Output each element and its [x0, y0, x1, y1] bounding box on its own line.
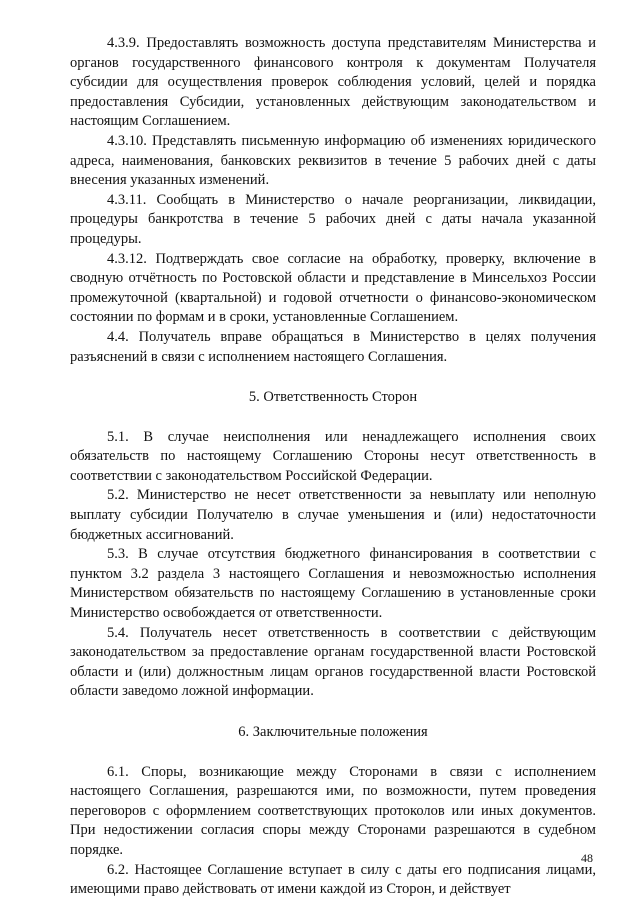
- section-6-heading: 6. Заключительные положения: [238, 724, 428, 740]
- paragraph-4-3-12: 4.3.12. Подтверждать свое согласие на обработку, проверку, включение в сводную отчётность по Ростовской области и представление в Минсельхоз России промежуточной (квартальной) и годовой отчетности о финансово-экономическом состоянии по формам и в сроки, установленные Соглашением.: [70, 250, 596, 326]
- paragraph-6-1: 6.1. Споры, возникающие между Сторонами в связи с исполнением настоящего Соглашения, разрешаются ими, по возможности, путем проведения переговоров с оформлением соответствующих протоколов или иных документов. При недостижении согласия споры между Сторонами разрешаются в судебном порядке.: [70, 763, 596, 858]
- paragraph-5-3: 5.3. В случае отсутствия бюджетного финансирования в соответствии с пунктом 3.2 раздела 3 настоящего Соглашения и невозможностью исполнения Министерством обязательств по настоящему Соглашению в установленные сроки Министерство освобождается от ответственности.: [70, 546, 596, 622]
- paragraph-5-2: 5.2. Министерство не несет ответственности за невыплату или неполную выплату субсидии Получателю в случае уменьшения и (или) недостаточности бюджетных ассигнований.: [70, 487, 596, 543]
- paragraph-4-3-10: 4.3.10. Представлять письменную информацию об изменениях юридического адреса, наименования, банковских реквизитов в течение 5 рабочих дней с даты внесения указанных изменений.: [70, 132, 596, 189]
- paragraph-4-3-11: 4.3.11. Сообщать в Министерство о начале реорганизации, ликвидации, процедуры банкротства в течение 5 рабочих дней с даты начала указанной процедуры.: [70, 191, 596, 247]
- spacer: [70, 408, 596, 428]
- paragraph-5-4: 5.4. Получатель несет ответственность в соответствии с действующим законодательством за предоставление органам государственной власти Ростовской области и (или) должностным лицам органов государственной власти Ростовской области заведомо ложной информации.: [70, 624, 596, 700]
- spacer: [70, 702, 596, 723]
- spacer: [70, 367, 596, 388]
- paragraph-4-4: 4.4. Получатель вправе обращаться в Министерство в целях получения разъяснений в связи с исполнением настоящего Соглашения.: [70, 328, 596, 365]
- spacer: [70, 743, 596, 763]
- page-number: 48: [581, 851, 593, 865]
- document-page: [70, 34, 596, 900]
- section-5-heading: 5. Ответственность Сторон: [248, 389, 418, 406]
- paragraph-6-2: 6.2. Настоящее Соглашение вступает в силу с даты его подписания лицами, имеющими право действовать от имени каждой из Сторон, и действует: [70, 861, 596, 898]
- paragraph-5-1: 5.1. В случае неисполнения или ненадлежащего исполнения своих обязательств по настоящему Соглашению Стороны несут ответственность в соответствии с законодательством Российской Федерации.: [70, 428, 596, 484]
- paragraph-4-3-9: 4.3.9. Предоставлять возможность доступа представителям Министерства и органов государственного финансового контроля к документам Получателя субсидии для осуществления проверок соблюдения условий, целей и порядка предоставления Субсидии, установленных действующим законодательством и настоящим Соглашением.: [70, 35, 596, 130]
